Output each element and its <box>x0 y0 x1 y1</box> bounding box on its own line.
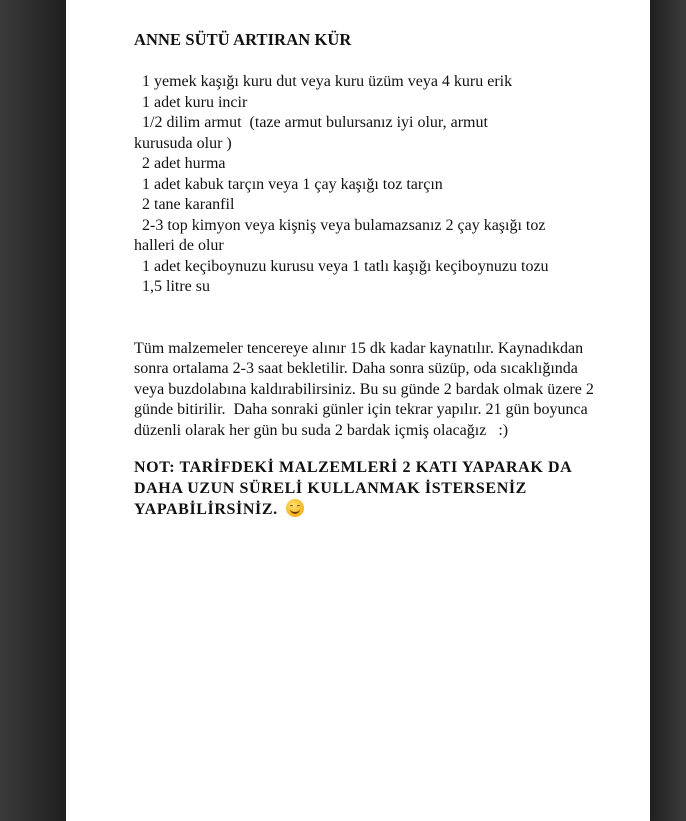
note-text: NOT: TARİFDEKİ MALZEMLERİ 2 KATI YAPARAK DA DAHA UZUN SÜRELİ KULLANMAK İSTERSENİZ YAPABİLİRSİNİZ. <box>134 459 572 518</box>
document-page <box>66 0 650 821</box>
ingredient-item: 2 adet hurma <box>134 155 226 172</box>
ingredient-item: 1 adet kuru incir <box>134 93 248 111</box>
ingredient-item: 1/2 dilim armut (taze armut bulursanız iyi olur, armut kurusuda olur ) <box>134 114 492 152</box>
ingredient-item: 2-3 top kimyon veya kişniş veya bulamazsanız 2 çay kaşığı toz halleri de olur <box>134 216 550 254</box>
ingredient-item: 1,5 litre su <box>134 278 210 295</box>
ingredient-item: 2 tane karanfil <box>134 196 235 213</box>
note-paragraph <box>134 458 604 521</box>
ingredient-list <box>134 72 630 298</box>
left-backdrop <box>0 0 66 821</box>
right-backdrop <box>650 0 686 821</box>
instructions-paragraph: Tüm malzemeler tencereye alınır 15 dk kadar kaynatılır. Kaynadıkdan sonra ortalama 2-3 saat bekletilir. Daha sonra süzüp, oda sıcaklığında veya buzdolabına kaldırabilirsiniz. Bu su günde 2 bardak olmak üzere 2 günde bitirilir. Daha sonraki günler için tekrar yapılır. 21 gün boyunca düzenli olarak her gün bu suda 2 bardak içmiş olacağız :) <box>134 339 598 439</box>
smiling-face-icon <box>286 499 304 517</box>
recipe-title: ANNE SÜTÜ ARTIRAN KÜR <box>134 30 352 49</box>
ingredient-item: 1 adet kabuk tarçın veya 1 çay kaşığı toz tarçın <box>134 175 443 193</box>
ingredient-item: 1 yemek kaşığı kuru dut veya kuru üzüm veya 4 kuru erik <box>134 73 513 90</box>
ingredient-item: 1 adet keçiboynuzu kurusu veya 1 tatlı kaşığı keçiboynuzu tozu <box>134 257 549 275</box>
